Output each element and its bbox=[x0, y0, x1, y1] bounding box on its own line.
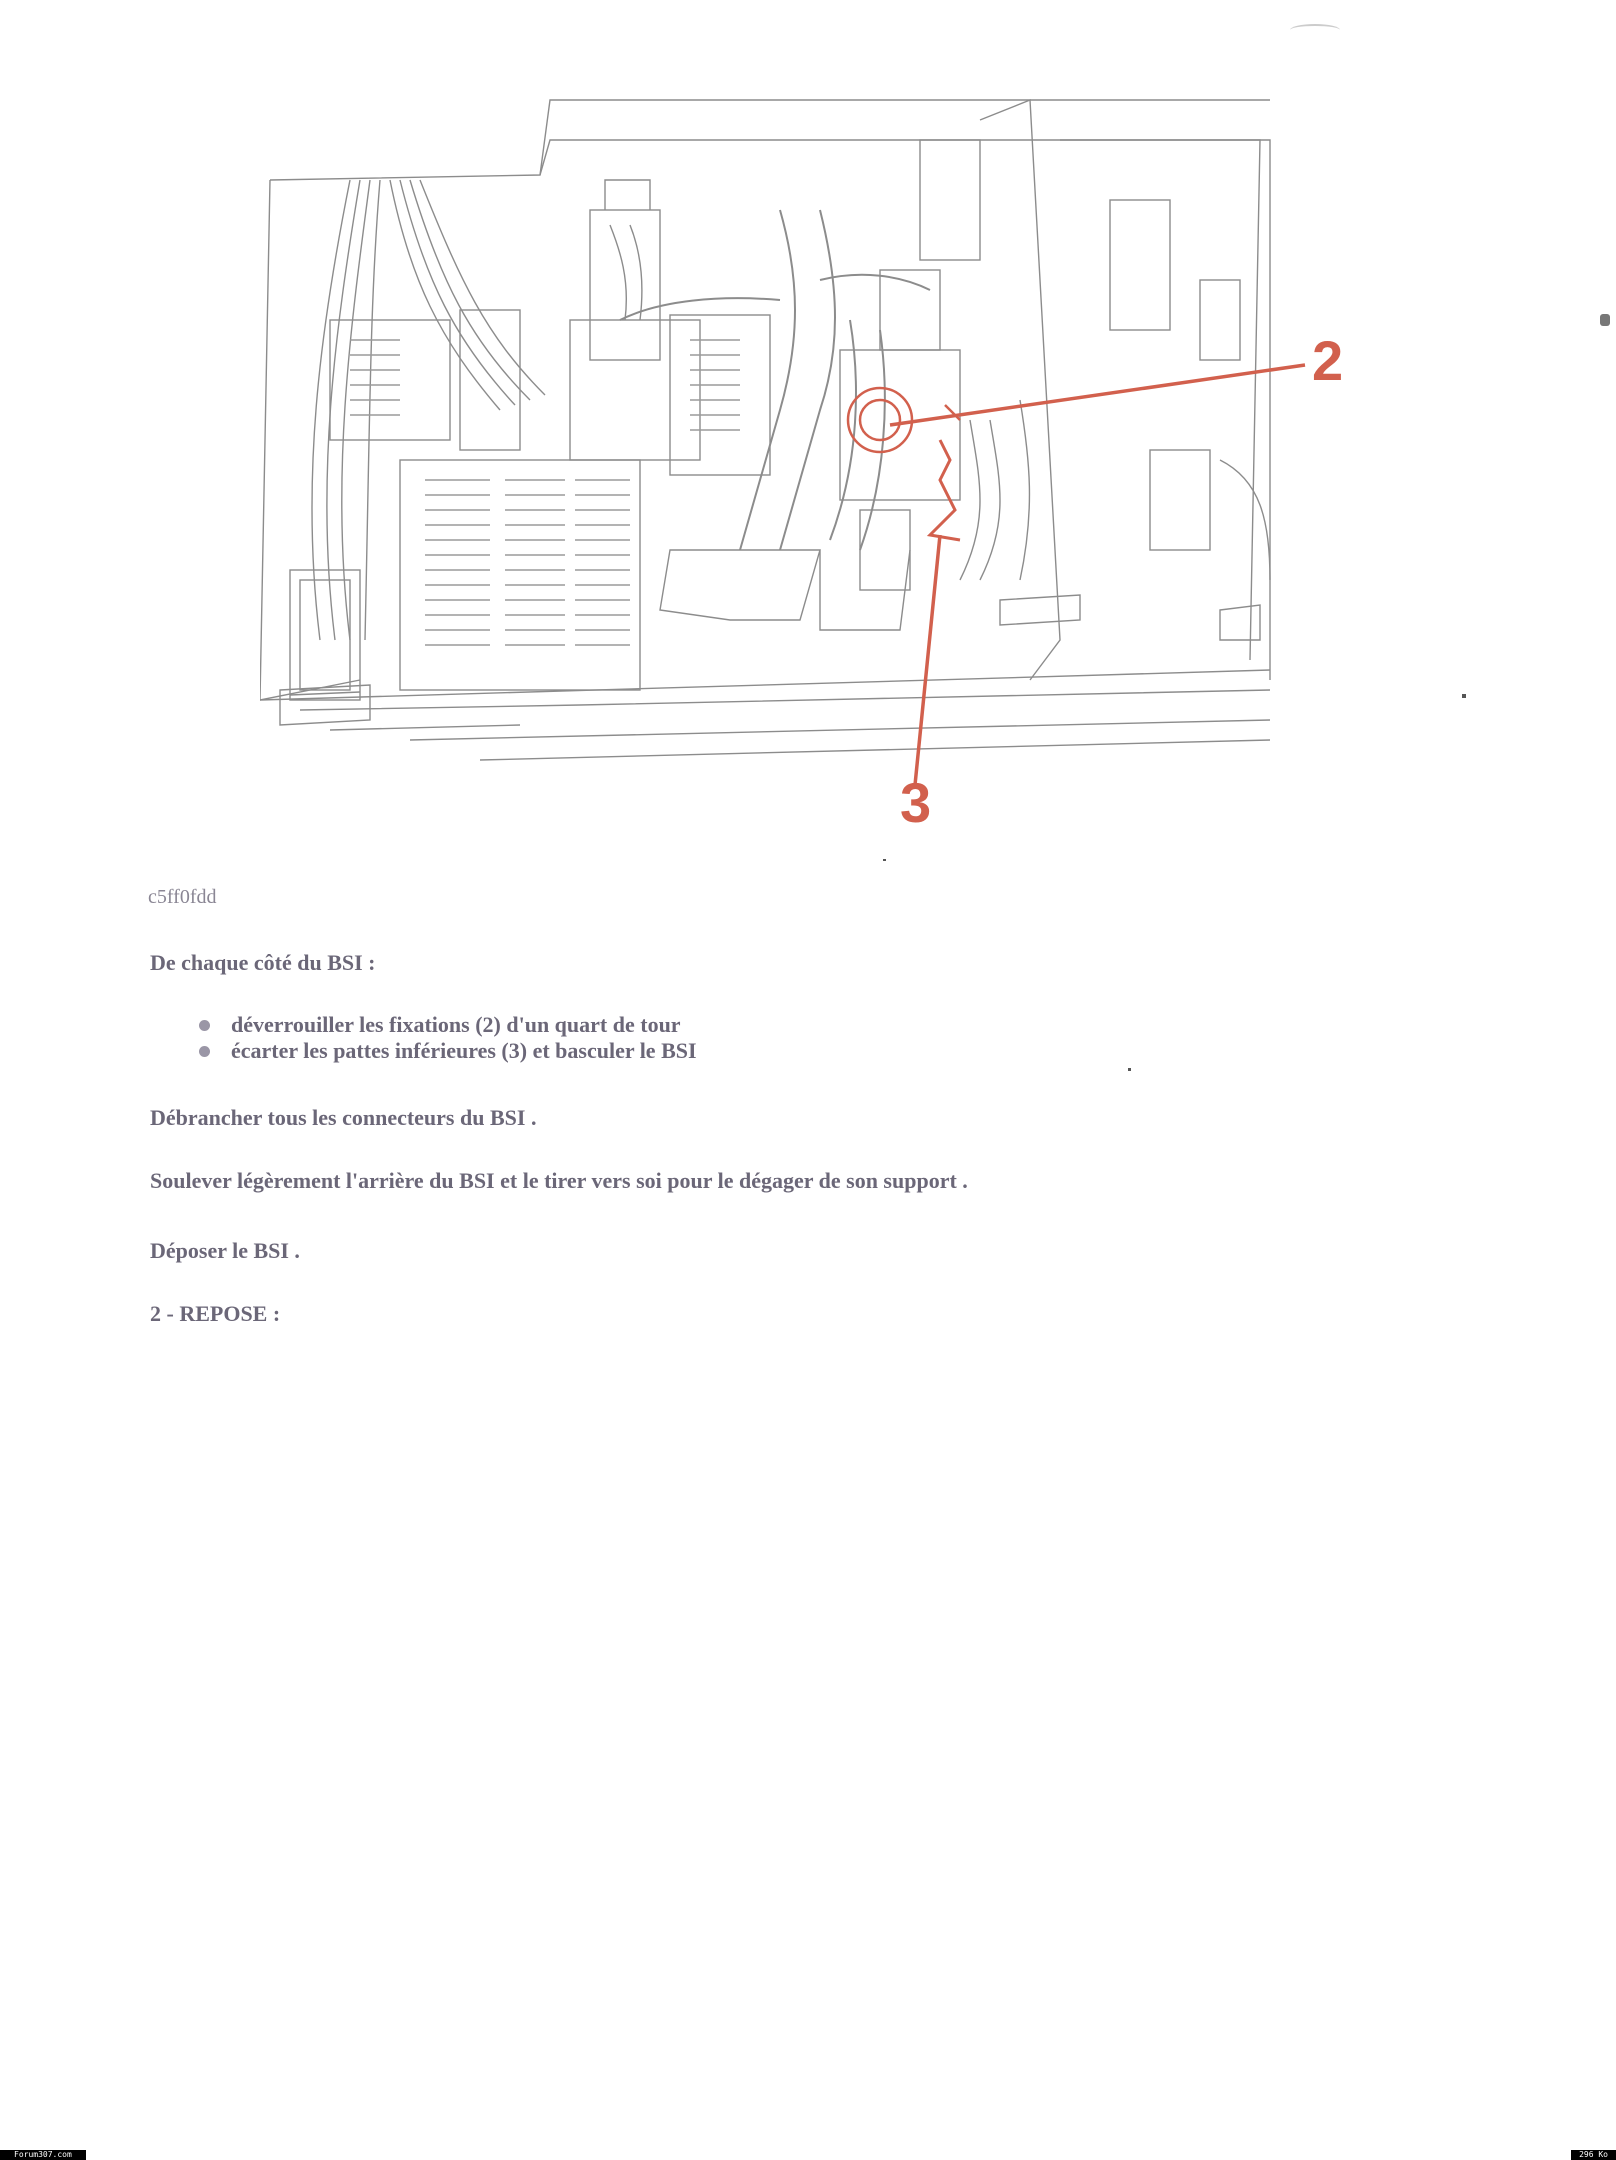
bsi-technical-illustration bbox=[260, 80, 1360, 840]
footer-bar bbox=[0, 2150, 1616, 2160]
figure-reference-code: c5ff0fdd bbox=[148, 886, 217, 908]
bsi-unit-line-drawing-icon bbox=[260, 80, 1360, 840]
footer-site-label[interactable]: Forum307.com bbox=[0, 2150, 86, 2160]
instruction-bullet-list bbox=[195, 1012, 697, 1064]
list-item bbox=[195, 1038, 697, 1064]
bullet-text: écarter les pattes inférieures (3) et basculer le BSI bbox=[231, 1038, 697, 1063]
scan-speck bbox=[1128, 1068, 1131, 1071]
scan-artifact bbox=[1290, 24, 1340, 36]
bullet-text: déverrouiller les fixations (2) d'un quart de tour bbox=[231, 1012, 681, 1037]
disconnect-paragraph: Débrancher tous les connecteurs du BSI . bbox=[150, 1105, 537, 1130]
list-item bbox=[195, 1012, 697, 1038]
section-heading: 2 - REPOSE : bbox=[150, 1301, 281, 1326]
scan-speck bbox=[1462, 694, 1466, 698]
intro-paragraph: De chaque côté du BSI : bbox=[150, 950, 376, 975]
callout-label-3: 3 bbox=[900, 771, 932, 834]
lift-paragraph: Soulever légèrement l'arrière du BSI et le tirer vers soi pour le dégager de son support . bbox=[150, 1168, 968, 1193]
scan-mark bbox=[1600, 314, 1610, 326]
bullet-dot-icon bbox=[199, 1046, 210, 1057]
footer-size-label: 296 Ko bbox=[1571, 2150, 1616, 2160]
remove-paragraph: Déposer le BSI . bbox=[150, 1238, 300, 1263]
scan-speck bbox=[883, 859, 886, 861]
bullet-dot-icon bbox=[199, 1020, 210, 1031]
callout-label-2: 2 bbox=[1312, 329, 1344, 392]
